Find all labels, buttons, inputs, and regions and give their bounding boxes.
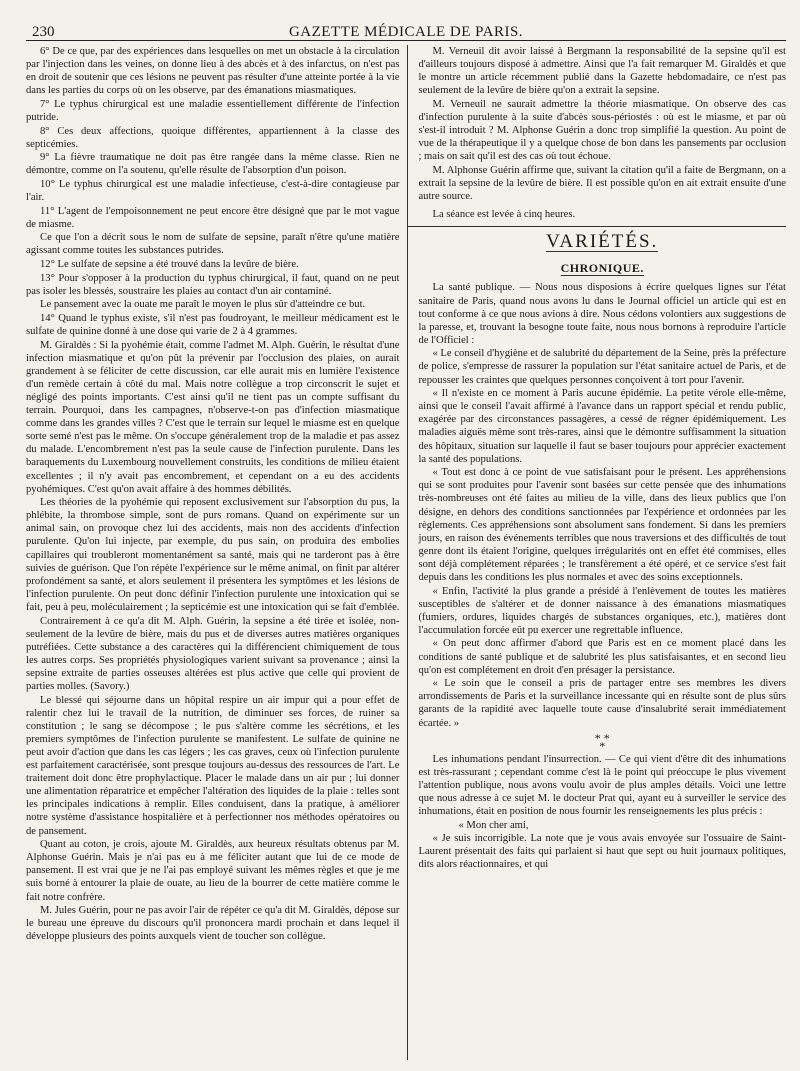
left-paragraph: 7° Le typhus chirurgical est une maladie essentiellement différente de l'infection putride. — [26, 98, 400, 123]
left-paragraph: 8° Ces deux affections, quoique différentes, appartiennent à la classe des septicémies. — [26, 125, 400, 150]
left-paragraph: Le pansement avec la ouate me paraît le moyen le plus sûr d'atteindre ce but. — [40, 299, 366, 311]
left-paragraph: 6° De ce que, par des expériences dans lesquelles on met un obstacle à la circulation par l'injection dans les veines, on donne lieu à des abcès et à des infarctus, on n'est pas en droit de soutenir que ces lésions ne peuvent pas résulter d'une atteinte portée à la vie dans les parties du corps où on les observe, par des émanations miasmatiques. — [26, 46, 400, 97]
page-header — [26, 0, 786, 41]
left-paragraph: Le blessé qui séjourne dans un hôpital respire un air impur qui a pour effet de ralentir chez lui le travail de la nutrition, de diminuer ses forces, de ruiner sa constitution ; le sang se décompose ; le pus s'altère comme les sécrétions, et les premiers symptômes de l'infection purulente se manifestent. Le sulfate de quinine ne peut avoir d'action que dans les cas légers ; les cas graves, ceux où l'infection purulente est parfaitement caractérisée, sont presque toujours au-dessus des ressources de l'art. Le traitement doit donc être prophylactique. Placer le malade dans un air pur ; lui donner une alimentation réparatrice et empêcher l'altération des liquides de la plaie : telles sont les principales indications à remplir. Elles conduisent, dans la pratique, à améliorer notre système d'assistance hospitalière et à perfectionner nos méthodes opératoires ou de pansement. — [26, 694, 400, 837]
chronique-paragraph: La santé publique. — Nous nous disposions à écrire quelques lignes sur l'état sanitaire de Paris, quand nous avons lu dans le Journal officiel un article qui est en tout conforme à ce que nous avions à dire. Nous cédons volontiers aux suggestions de la paresse, et, trouvant la besogne toute faite, nous nous bornons à reproduire l'article de l'Officiel : — [418, 282, 786, 346]
left-paragraph: Quant au coton, je crois, ajoute M. Giraldès, aux heureux résultats obtenus par M. Alphonse Guérin. Mais je n'ai pas eu à me féliciter autant que lui de ce mode de pansement. Il est vrai que je ne l'ai pas employé suivant les mêmes règles et que je me suis borné à entourer la plaie de ouate, au lieu de la bourrer de cette matière comme le fait notre confrère. — [26, 839, 400, 903]
left-paragraph: 9° La fièvre traumatique ne doit pas être rangée dans la même classe. Rien ne démontre, comme on l'a soutenu, qu'elle résulte de l'absorption d'un poison. — [26, 152, 400, 177]
page-number: 230 — [32, 24, 55, 40]
left-paragraph: 12° Le sulfate de sepsine a été trouvé dans la levûre de bière. — [40, 259, 299, 270]
left-paragraph: 13° Pour s'opposer à la production du typhus chirurgical, il faut, quand on ne peut pas isoler les blessés, soustraire les plaies au contact d'un air contaminé. — [26, 272, 400, 297]
left-paragraph: M. Jules Guérin, pour ne pas avoir l'air de répéter ce qu'a dit M. Giraldès, dépose sur le bureau une épreuve du discours qu'il prononcera mardi prochain et dans lequel il développe plusieurs des points auxquels vient de toucher son collègue. — [26, 905, 400, 943]
session-closing: La séance est levée à cinq heures. — [432, 209, 576, 221]
left-column — [26, 45, 407, 1060]
inhumations-paragraph: « Je suis incorrigible. La note que je vous avais envoyée sur l'ossuaire de Saint-Laurent présentait des faits qui parlaient si haut que sept ou huit journaux politiques, dits alors réactionnaires, et qui — [418, 833, 786, 871]
journal-title: GAZETTE MÉDICALE DE PARIS. — [288, 24, 524, 40]
right-paragraph: M. Verneuil ne saurait admettre la théorie miasmatique. On observe des cas d'infection purulente à la suite d'abcès sous-périostés : où est le miasme, et par où s'est-il introduit ? M. Alphonse Guérin a donc trop simplifié la question. Au point de vue de la thérapeutique il y a quelque chose de bon dans les pansements par occlusion ; mais on sait qu'il est des cas où tout échoue. — [418, 98, 786, 163]
text-columns — [26, 45, 786, 1060]
left-paragraph: 10° Le typhus chirurgical est une maladie infectieuse, c'est-à-dire contagieuse par l'air. — [26, 178, 400, 204]
left-paragraph: 14° Quand le typhus existe, s'il n'est pas foudroyant, le meilleur médicament est le sulfate de quinine donné à une dose qui varie de 2 à 4 grammes. — [26, 312, 400, 337]
left-paragraph: Contrairement à ce qu'a dit M. Alph. Guérin, la sepsine a été tirée et isolée, non-seulement de la levûre de bière, mais du pus et de diverses autres matières organiques putréfiées. Cette substance a des caractères qui la différencient chimiquement de tous les autres corps. Ses propriétés physiologiques varient suivant sa provenance ; ainsi la sepsine extraite de parties osseuses altérées est plus active que celle qui provient de parties molles. (Savory.) — [26, 615, 400, 692]
left-paragraph: 11° L'agent de l'empoisonnement ne peut encore être désigné que par le mot vague de miasme. — [26, 205, 400, 230]
section-divider — [408, 226, 786, 227]
chronique-paragraph: « Le conseil d'hygiène et de salubrité du département de la Seine, près la préfecture de police, s'empresse de rassurer la population sur l'état sanitaire actuel de Paris, et de repousser les craintes que quelques personnes conçoivent à tort pour l'avenir. — [418, 348, 786, 386]
varietes-heading — [418, 231, 786, 253]
right-paragraph: M. Alphonse Guérin affirme que, suivant la citation qu'il a faite de Bergmann, on a extrait la sepsine de la levûre de bière. Il est possible qu'on en ait extrait ensuite d'une autre source. — [418, 164, 786, 203]
section-title: VARIÉTÉS. — [546, 231, 659, 253]
inhumations-paragraph: « Mon cher ami, — [458, 819, 529, 831]
right-column — [407, 45, 786, 1060]
chronique-paragraph: « Le soin que le conseil a pris de partager entre ses membres les divers arrondissements de Paris et la surveillance incessante qui en résulte sont de plus sûrs garants de la rapidité avec laquelle toute cause d'insalubrité serait immédiatement écartée. » — [418, 678, 786, 729]
chronique-paragraph: « Il n'existe en ce moment à Paris aucune épidémie. La petite vérole elle-même, ainsi que le conseil l'avait affirmé à l'avance dans un rapport spécial et rendu public, exagérée par des circonstances passagères, a cessé de régner épidémiquement. Les maladies aiguës même sont très-rares, ainsi que le démontre suffisamment la situation des hôpitaux, situation sur laquelle il faut se baser toujours pour apprécier exactement la santé des populations. — [418, 388, 786, 465]
section-stars: * * * — [594, 730, 610, 753]
chronique-paragraph: « Tout est donc à ce point de vue satisfaisant pour le présent. Les appréhensions qui se sont produites pour l'avenir sont basées sur cette pensée que des inhumations très-nombreuses ont été faites au milieu de la ville, dans des lieux publics que l'on désigne, en dehors des conditions sanctionnées par l'expérience et ordonnées par les règlements. Ces appréhensions sont absolument sans fondement. Si dans les premiers jours, en raison des événements terribles que nous traversions et des difficultés de tout genre dont ils étaient l'origine, quelques irrégularités ont en effet été commises, elles sont déjà complétement réparées ; le transfèrement a été opéré, et ce service s'est fait depuis dans les conditions les plus normales et avec des soins exceptionnels. — [418, 467, 786, 583]
left-paragraph: M. Giraldès : Si la pyohémie était, comme l'admet M. Alph. Guérin, le résultat d'une infection miasmatique et qu'on pût la prévenir par l'occlusion des plaies, on aurait grandement à se féliciter de cette discussion, car elle aurait mis en lumière l'existence d'un remède certain à côté du mal. Mais notre collègue a trop circonscrit le sujet et négligé des points importants. C'est ainsi qu'il ne tient pas un compte suffisant du terrain. Pourquoi, dans les campagnes, n'observe-t-on pas d'infection miasmatique comme dans les grandes villes ? C'est que le terrain sur lequel le miasme est en quelque sorte semé n'est pas le même. On s'occupe généralement trop de la maladie et pas assez du malade. L'encombrement n'est pas la seule cause de l'infection purulente. Dans les baraquements du Luxembourg nouvellement construits, les conditions de milieu étaient excellentes ; il n'y avait pas encombrement, et cependant on a eu des accidents pyohémiques. C'est qu'on avait affaire à des hommes débilités. — [26, 339, 400, 495]
left-paragraph: Ce que l'on a décrit sous le nom de sulfate de sepsine, paraît n'être qu'une matière agissant comme toutes les substances putrides. — [26, 232, 400, 257]
chronique-paragraph: « On peut donc affirmer d'abord que Paris est en ce moment placé dans les conditions de santé publique et de salubrité les plus satisfaisantes, et en second lieu qu'on est complétement en droit d'en présager la persistance. — [418, 638, 786, 676]
left-paragraph: Les théories de la pyohémie qui reposent exclusivement sur l'absorption du pus, la phlébite, la thrombose simple, sont de purs romans. Quand on expérimente sur un animal sain, on provoque chez lui des accidents, mais non des accidents d'infection purulente. Qu'on lui injecte, par exemple, du pus sain, on produira des embolies capillaires qui troubleront momentanément sa santé, mais qui ne tarderont pas à être suivies de guérison. Que l'on répète l'expérience sur le même animal, on finit par altérer profondément sa santé, et alors seulement il présentera les symptômes et les lésions de l'infection purulente. On peut donc définir l'infection purulente une intoxication qui se fait, peu à peu, moléculairement ; la septicémie est une intoxication qui se fait d'emblée. — [26, 497, 400, 613]
chronique-heading — [418, 262, 786, 275]
inhumations-paragraph: Les inhumations pendant l'insurrection. — Ce qui vient d'être dit des inhumations est très-rassurant ; cependant comme c'est là le point qui préoccupe le plus vivement l'attention publique, nous avons voulu avoir de plus amples détails. Voici une lettre que nous adresse à ce sujet M. le docteur Prat qui, ayant eu à surveiller le service des inhumations, était en position de nous fournir les renseignements les plus précis : — [418, 753, 786, 817]
chronique-title: CHRONIQUE. — [560, 261, 644, 276]
chronique-paragraph: « Enfin, l'activité la plus grande a présidé à l'enlèvement de toutes les matières susceptibles de s'altérer et de donner naissance à des émanations miasmatiques (fumiers, ordures, liquides chargés de substances organiques, etc.), matières dont l'accumulation forcée eût pu exercer une regrettable influence. — [418, 585, 786, 636]
right-paragraph: M. Verneuil dit avoir laissé à Bergmann la responsabilité de la sepsine qu'il est d'ailleurs toujours disposé à admettre. Ainsi que l'a fait remarquer M. Giraldès et que le montre un article récemment publié dans la Gazette hebdomadaire, ce n'est pas seulement de la levûre de bière qu'on a extrait la sepsine. — [418, 46, 786, 97]
